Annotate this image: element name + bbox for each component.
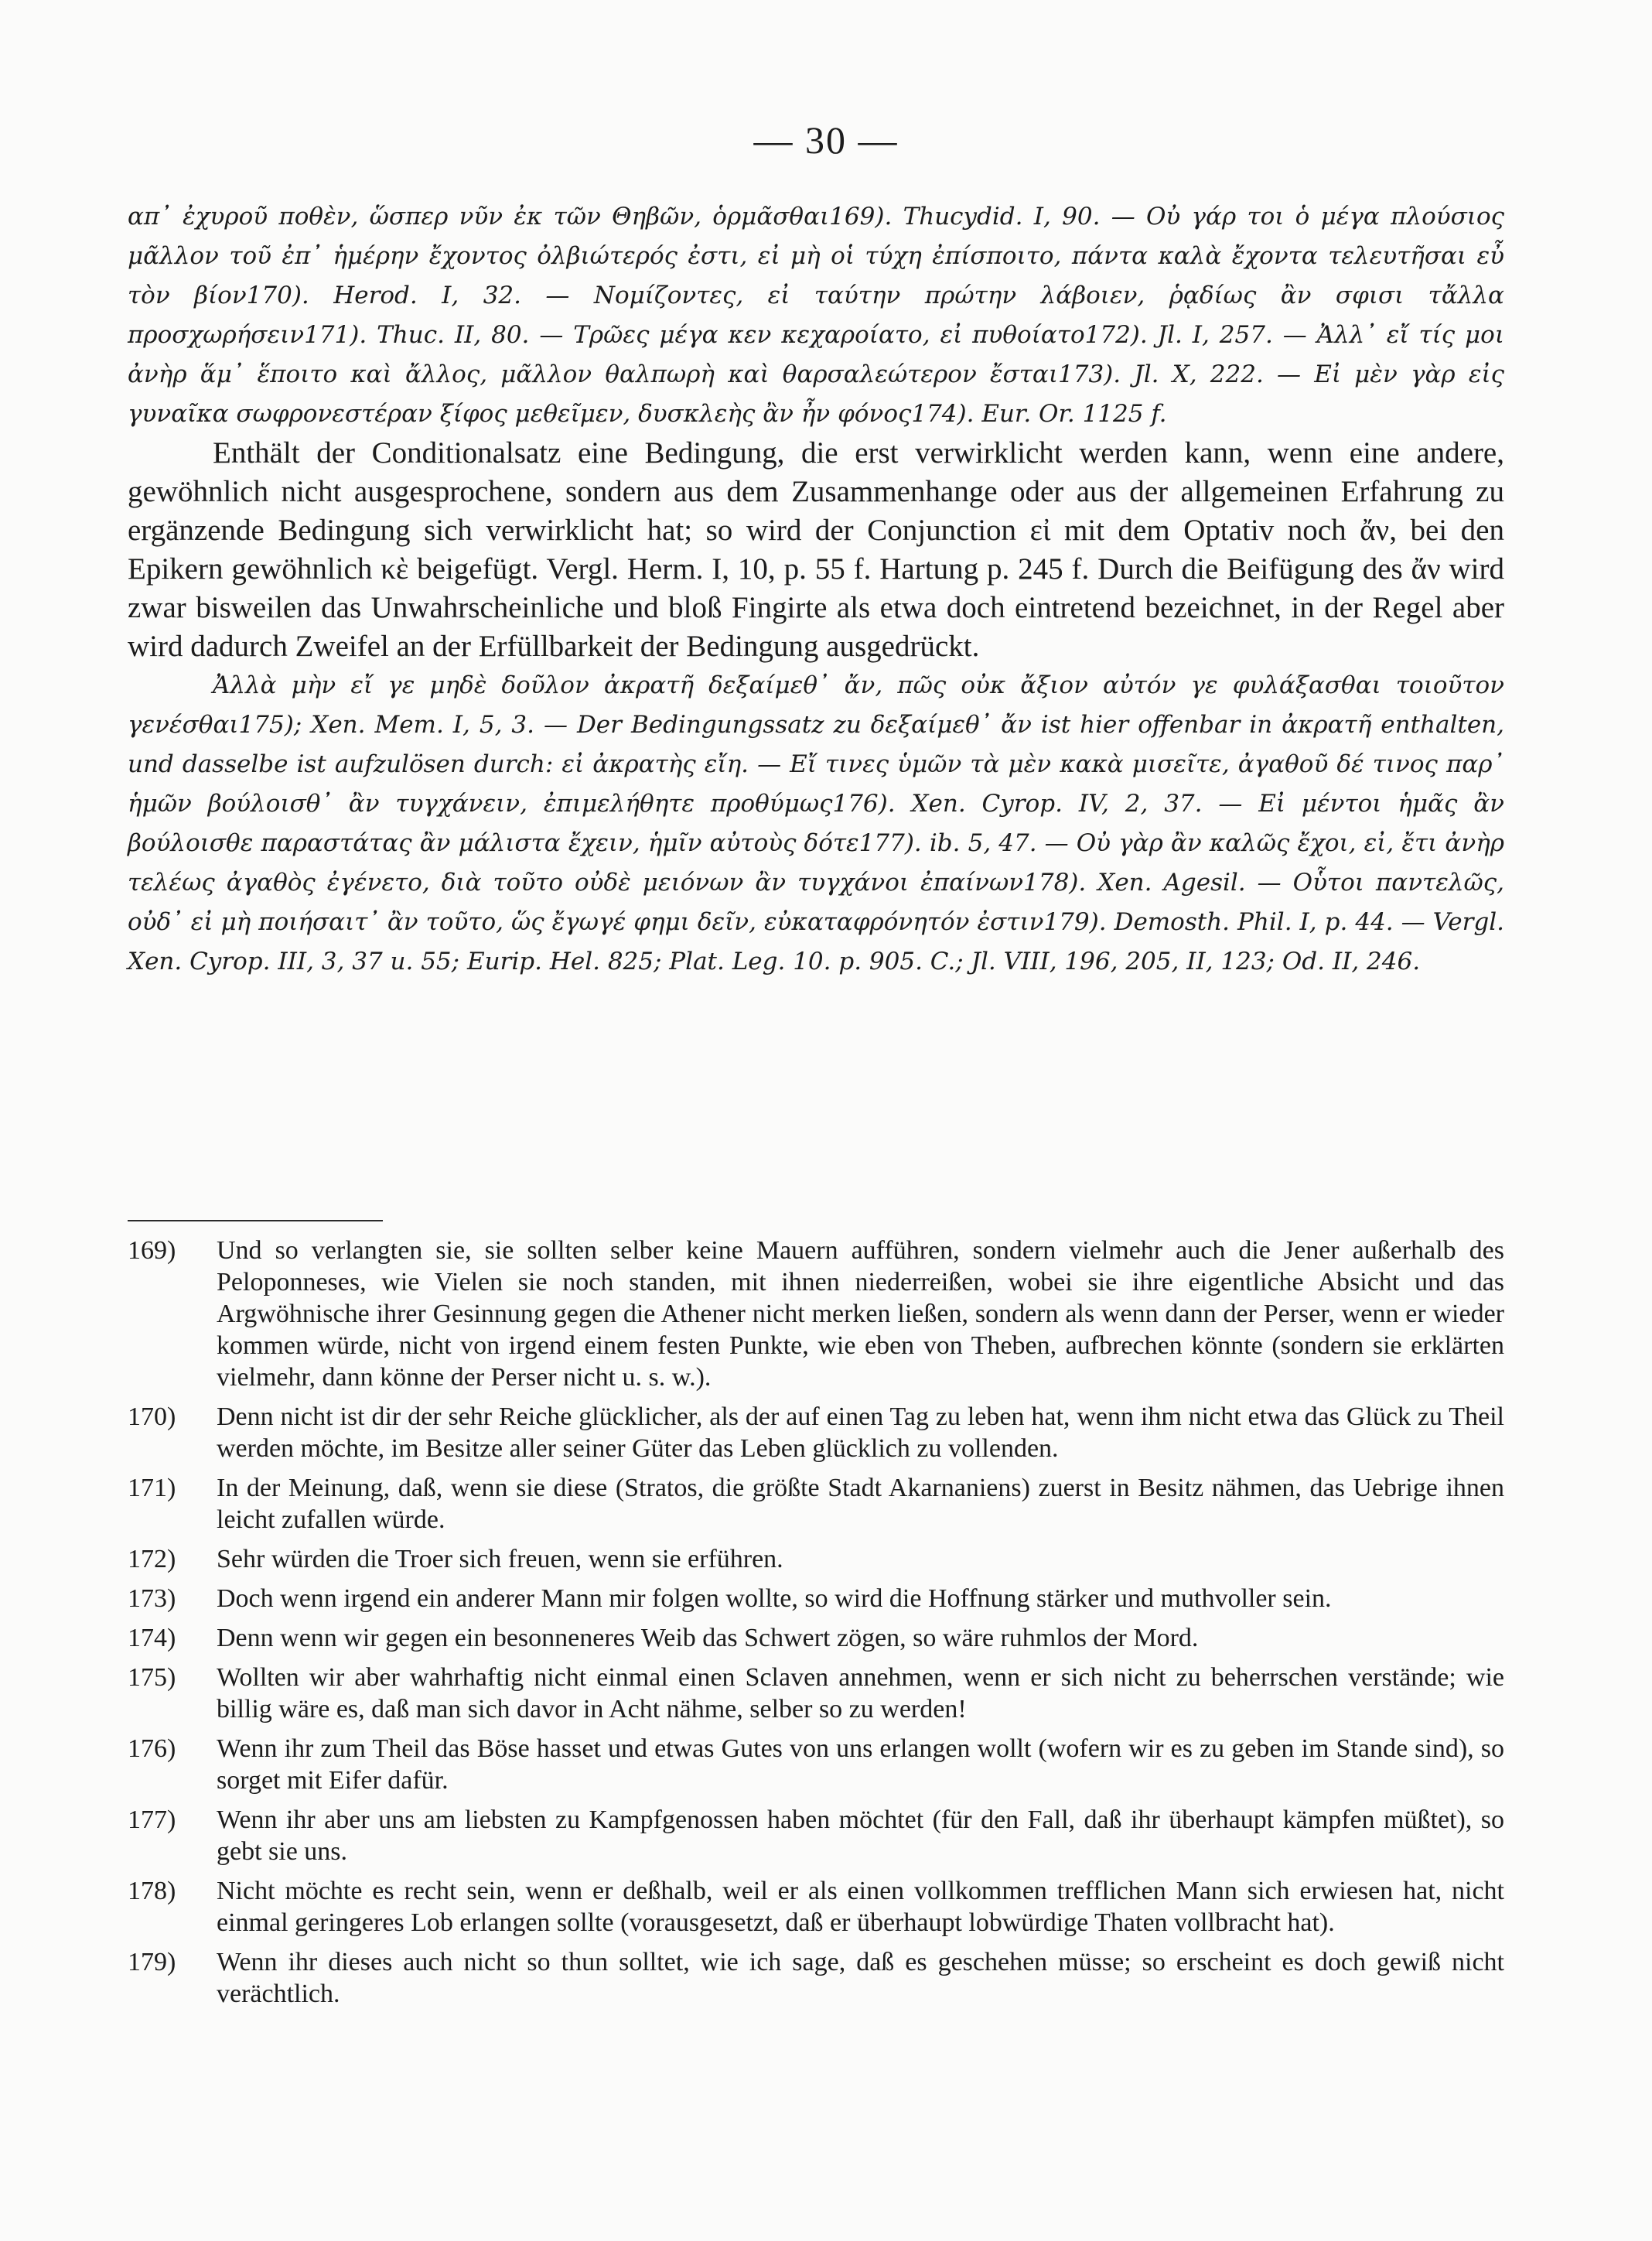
footnote-text: Sehr würden die Troer sich freuen, wenn sie erführen.: [217, 1545, 783, 1573]
footnote: [128, 1622, 1504, 1654]
conditional-sentence-explanation: Enthält der Conditionalsatz eine Bedingung, die erst verwirklicht werden kann, wenn eine andere, gewöhnlich nicht ausgesprochene, sondern aus dem Zusammenhange oder aus der allgemeinen Erfahrung zu ergänzende Bedingung sich verwirklicht hat; so wird der Conjunction εἰ mit dem Optativ noch ἄν, bei den Epikern gewöhnlich κὲ beigefügt. Vergl. Herm. I, 10, p. 55 f. Hartung p. 245 f. Durch die Beifügung des ἄν wird zwar bisweilen das Unwahrscheinliche und bloß Fingirte als etwa doch eintretend bezeichnet, in der Regel aber wird dadurch Zweifel an der Erfüllbarkeit der Bedingung ausgedrückt.: [128, 436, 1504, 663]
footnote: [128, 1583, 1504, 1614]
footnote-number: 171): [128, 1474, 176, 1502]
footnote: [128, 1875, 1504, 1939]
footnote-number: 175): [128, 1663, 176, 1692]
footnote: [128, 1401, 1504, 1464]
footnotes: [128, 1235, 1504, 2017]
footnote-text: Wollten wir aber wahrhaftig nicht einmal einen Sclaven annehmen, wenn er sich nicht zu beherrschen verstände; wie billig wäre es, daß man sich davor in Acht nähme, selber so zu werden!: [217, 1663, 1504, 1723]
page-number: — 30 —: [753, 118, 899, 162]
footnote: [128, 1235, 1504, 1393]
footnote-separator: [128, 1220, 383, 1221]
footnote-text: Nicht möchte es recht sein, wenn er deßhalb, weil er als einen vollkommen trefflichen Mann sich erwiesen hat, nicht einmal geringeres Lob erlangen sollte (vorausgesetzt, daß er überhaupt lobwürdige Thaten vollbracht hat).: [217, 1877, 1504, 1937]
footnote-text: Wenn ihr dieses auch nicht so thun solltet, wie ich sage, daß es geschehen müsse; so erscheint es doch gewiß nicht verächtlich.: [217, 1948, 1504, 2008]
main-text: [128, 197, 1504, 982]
footnote-text: Wenn ihr aber uns am liebsten zu Kampfgenossen haben möchtet (für den Fall, daß ihr überhaupt kämpfen müßtet), so gebt sie uns.: [217, 1805, 1504, 1866]
footnote-number: 173): [128, 1584, 176, 1613]
footnote: [128, 1662, 1504, 1725]
greek-examples-paragraph: Ἀλλὰ μὴν εἴ γε μηδὲ δοῦλον ἀκρατῆ δεξαίμεθ᾽ ἄν, πῶς οὐκ ἄξιον αὐτόν γε φυλάξασθαι τοιοῦτον γενέσθαι175); Xen. Mem. I, 5, 3. — Der Bedingungssatz zu δεξαίμεθ᾽ ἄν ist hier offenbar in ἀκρατῆ enthalten, und dasselbe ist aufzulösen durch: εἰ ἀκρατὴς εἴη. — Εἴ τινες ὑμῶν τὰ μὲν κακὰ μισεῖτε, ἀγαθοῦ δέ τινος παρ᾽ ἡμῶν βούλοισθ᾽ ἂν τυγχάνειν, ἐπιμελήθητε προθύμως176). Xen. Cyrop. IV, 2, 37. — Εἰ μέντοι ἡμᾶς ἂν βούλοισθε παραστάτας ἂν μάλιστα ἔχειν, ἡμῖν αὐτοὺς δότε177). ib. 5, 47. — Οὐ γὰρ ἂν καλῶς ἔχοι, εἰ, ἔτι ἀνὴρ τελέως ἀγαθὸς ἐγένετο, διὰ τοῦτο οὐδὲ μειόνων ἂν τυγχάνοι ἐπαίνων178). Xen. Agesil. — Οὗτοι παντελῶς, οὐδ᾽ εἰ μὴ ποιήσαιτ᾽ ἂν τοῦτο, ὥς ἔγωγέ φημι δεῖν, εὐκαταφρόνητόν ἐστιν179). Demosth. Phil. I, p. 44. — Vergl. Xen. Cyrop. III, 3, 37 u. 55; Eurip. Hel. 825; Plat. Leg. 10. p. 905. C.; Jl. VIII, 196, 205, II, 123; Od. II, 246.: [128, 671, 1504, 975]
footnote-text: Doch wenn irgend ein anderer Mann mir folgen wollte, so wird die Hoffnung stärker und muthvoller sein.: [217, 1584, 1332, 1613]
footnote-number: 177): [128, 1805, 176, 1834]
footnote-text: Denn wenn wir gegen ein besonneneres Weib das Schwert zögen, so wäre ruhmlos der Mord.: [217, 1624, 1199, 1652]
footnote: [128, 1543, 1504, 1575]
footnote-number: 169): [128, 1236, 176, 1265]
footnote-text: Wenn ihr zum Theil das Böse hasset und etwas Gutes von uns erlangen wollt (wofern wir es zu geben im Stande sind), so sorget mit Eifer dafür.: [217, 1734, 1504, 1795]
footnote-number: 178): [128, 1877, 176, 1905]
footnote: [128, 1733, 1504, 1796]
footnote-text: In der Meinung, daß, wenn sie diese (Stratos, die größte Stadt Akarnaniens) zuerst in Besitz nähmen, das Uebrige ihnen leicht zufallen würde.: [217, 1474, 1504, 1534]
footnote-number: 170): [128, 1402, 176, 1431]
footnote-number: 176): [128, 1734, 176, 1763]
greek-quotations-paragraph: απ᾽ ἐχυροῦ ποθὲν, ὥσπερ νῦν ἐκ τῶν Θηβῶν, ὁρμᾶσθαι169). Thucydid. I, 90. — Οὐ γάρ τοι ὁ μέγα πλούσιος μᾶλλον τοῦ ἐπ᾽ ἡμέρην ἔχοντος ὀλβιώτερός ἐστι, εἰ μὴ οἱ τύχη ἐπίσποιτο, πάντα καλὰ ἔχοντα τελευτῆσαι εὖ τὸν βίον170). Herod. I, 32. — Νομίζοντες, εἰ ταύτην πρώτην λάβοιεν, ῥᾳδίως ἂν σφισι τἄλλα προσχωρήσειν171). Thuc. II, 80. — Τρῶες μέγα κεν κεχαροίατο, εἰ πυθοίατο172). Jl. I, 257. — Ἀλλ᾽ εἴ τίς μοι ἀνὴρ ἅμ᾽ ἕποιτο καὶ ἄλλος, μᾶλλον θαλπωρὴ καὶ θαρσαλεώτερον ἔσται173). Jl. X, 222. — Εἰ μὲν γὰρ εἰς γυναῖκα σωφρονεστέραν ξίφος μεθεῖμεν, δυσκλεὴς ἂν ἦν φόνος174). Eur. Or. 1125 f.: [128, 203, 1504, 428]
footnote-number: 172): [128, 1545, 176, 1573]
footnote: [128, 1472, 1504, 1536]
footnote-text: Und so verlangten sie, sie sollten selber keine Mauern aufführen, sondern vielmehr auch die Jener außerhalb des Peloponneses, wie Vielen sie noch standen, mit ihnen niederreißen, wobei sie ihre eigentliche Absicht und das Argwöhnische ihrer Gesinnung gegen die Athener nicht merken ließen, sondern als wenn dann der Perser, wenn er wieder kommen würde, nicht von irgend einem festen Punkte, wie eben von Theben, aufbrechen könnte (sondern sie erklärten vielmehr, dann könne der Perser nicht u. s. w.).: [217, 1236, 1504, 1392]
footnote: [128, 1946, 1504, 2010]
footnote-text: Denn nicht ist dir der sehr Reiche glücklicher, als der auf einen Tag zu leben hat, wenn ihm nicht etwa das Glück zu Theil werden möchte, im Besitze aller seiner Güter das Leben glücklich zu vollenden.: [217, 1402, 1504, 1463]
footnote-number: 174): [128, 1624, 176, 1652]
footnote-number: 179): [128, 1948, 176, 1976]
footnote: [128, 1804, 1504, 1867]
